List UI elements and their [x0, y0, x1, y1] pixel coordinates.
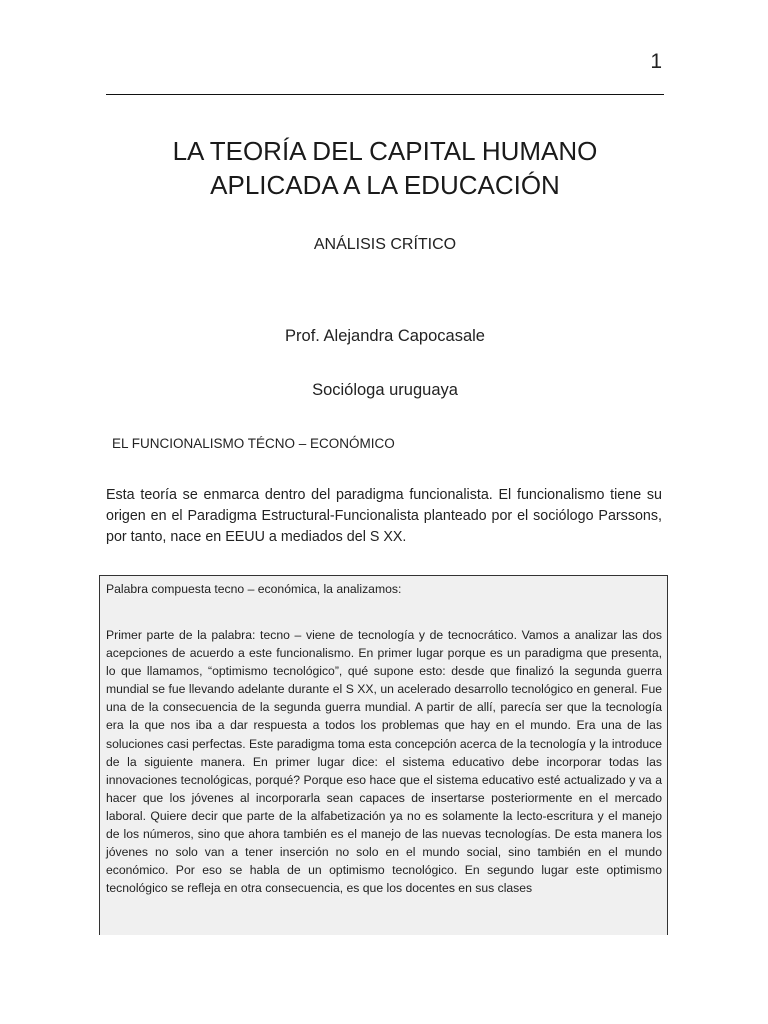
- header-rule: [106, 94, 664, 95]
- box-body-text: Primer parte de la palabra: tecno – viene de tecnología y de tecnocrático. Vamos a analizar las dos acepciones de acuerdo a este funcionalismo. En primer lugar porque es un paradigma que presenta, lo que llamamos, “optimismo tecnológico”, qué supone esto: desde que finalizó la segunda guerra mundial se fue llevando adelante durante el S XX, un acelerado desarrollo tecnológico en general. Fue una de la consecuencia de la segunda guerra mundial. A partir de allí, parecía ser que la tecnología era la que nos iba a dar respuesta a todos los problemas que hay en el mundo. Era una de las soluciones casi perfectas. Este paradigma toma esta concepción acerca de la tecnología y la introduce de la siguiente manera. En primer lugar dice: el sistema educativo debe incorporar todas las innovaciones tecnológicas, porqué? Porque eso hace que el sistema educativo esté actualizado y va a hacer que los jóvenes al incorporarla sean capaces de insertarse posteriormente en el mercado laboral. Quiere decir que parte de la alfabetización ya no es solamente la lecto-escritura y el manejo de los números, sino que ahora también es el manejo de las nuevas tecnologías. De esta manera los jóvenes no solo van a tener inserción no solo en el mundo social, sino también en el mundo económico. Por eso se habla de un optimismo tecnológico. En segundo lugar este optimismo tecnológico se refleja en otra consecuencia, es que los docentes en sus clases: [106, 628, 662, 896]
- section-heading: EL FUNCIONALISMO TÉCNO – ECONÓMICO: [112, 436, 395, 451]
- author-role: Socióloga uruguaya: [312, 381, 458, 399]
- document-title: LA TEORÍA DEL CAPITAL HUMANO APLICADA A LA EDUCACIÓN: [172, 136, 598, 200]
- box-lead-text: Palabra compuesta tecno – económica, la analizamos:: [106, 582, 402, 596]
- page-number: 1: [650, 50, 662, 73]
- intro-paragraph: Esta teoría se enmarca dentro del paradigma funcionalista. El funcionalismo tiene su origen en el Paradigma Estructural-Funcionalista planteado por el sociólogo Parssons, por tanto, nace en EEUU a mediados del S XX.: [106, 487, 662, 545]
- highlight-box: [99, 575, 668, 935]
- document-subtitle: ANÁLISIS CRÍTICO: [313, 236, 457, 253]
- author-name: Prof. Alejandra Capocasale: [285, 327, 485, 345]
